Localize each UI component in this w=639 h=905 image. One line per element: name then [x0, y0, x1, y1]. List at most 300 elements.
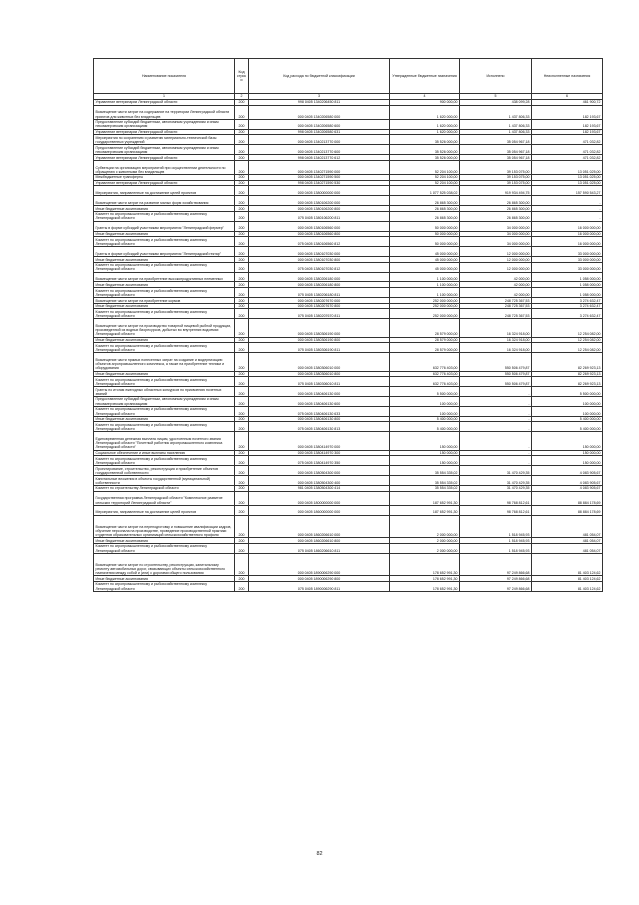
row-code: 200: [235, 272, 249, 282]
row-classification: 000 0405 1380406130 000: [249, 387, 390, 397]
table-row: [94, 543, 603, 553]
row-approved: 150 000,00: [390, 450, 460, 456]
row-name: Возмещение части затрат на развитие малых форм хозяйствования: [94, 196, 235, 206]
row-approved: 1 620 000,00: [390, 129, 460, 135]
table-row: [94, 396, 603, 406]
row-unexecuted: 12 254 082,00: [532, 337, 603, 343]
row-code: 200: [235, 282, 249, 288]
row-name: Проектирование, строительство, реконструкция и приобретение объектов государственной собственности: [94, 466, 235, 476]
row-approved: 1 100 000,00: [390, 282, 460, 288]
row-code: 200: [235, 343, 249, 353]
row-unexecuted: 16 000 000,00: [532, 237, 603, 247]
row-executed: 35 054 967,18: [460, 135, 532, 145]
row-code: 200: [235, 576, 249, 582]
header-approved: Утвержденные бюджетные назначения: [390, 59, 460, 94]
row-executed: 34 000 000,00: [460, 231, 532, 237]
row-name: Комитет по агропромышленному и рыбохозяйственному комплексу Ленинградской области: [94, 543, 235, 553]
row-name: Иные бюджетные ассигнования: [94, 257, 235, 263]
row-unexecuted: 182 193,67: [532, 105, 603, 119]
table-row: [94, 515, 603, 538]
row-executed: -: [460, 456, 532, 466]
row-approved: 35 554 335,02: [390, 466, 460, 476]
row-unexecuted: 1 058 000,00: [532, 272, 603, 282]
row-code: 200: [235, 353, 249, 371]
row-code: 200: [235, 100, 249, 106]
row-classification: 000 0405 1380000000 000: [249, 186, 390, 196]
row-classification: 000 0405 1380106560 800: [249, 231, 390, 237]
row-classification: 075 0405 1380106560 812: [249, 237, 390, 247]
table-row: [94, 288, 603, 298]
row-approved: 45 000 000,00: [390, 262, 460, 272]
row-name: Возмещение части прямых понесенных затрат на создание и модернизацию объектов агропромышленного комплекса, а также на приобретение техники и оборудования: [94, 353, 235, 371]
row-executed: 42 000,00: [460, 272, 532, 282]
row-approved: 52 204 100,00: [390, 160, 460, 174]
row-code: 200: [235, 387, 249, 397]
row-classification: 998 0405 1340206580 631: [249, 129, 390, 135]
row-code: 200: [235, 406, 249, 416]
row-executed: 26 865 300,00: [460, 211, 532, 221]
row-classification: 000 0405 1380504300 000: [249, 466, 390, 476]
table-row: [94, 309, 603, 319]
table-row: [94, 319, 603, 337]
row-name: Комитет по агропромышленному и рыбохозяйственному комплексу Ленинградской области: [94, 456, 235, 466]
row-unexecuted: 4 083 905,67: [532, 485, 603, 491]
row-approved: 50 000 000,00: [390, 231, 460, 237]
row-name: Управление ветеринарии Ленинградской области: [94, 155, 235, 161]
table-header-row: [94, 59, 603, 94]
row-executed: 31 470 429,35: [460, 466, 532, 476]
row-approved: 35 554 335,02: [390, 476, 460, 486]
row-unexecuted: 82 269 923,13: [532, 377, 603, 387]
row-name: Капитальные вложения в объекты государственной (муниципальной) собственности: [94, 476, 235, 486]
header-executed: Исполнено: [460, 59, 532, 94]
row-classification: 075 0405 1380106200 811: [249, 211, 390, 221]
row-code: 200: [235, 257, 249, 263]
row-classification: 000 0405 1380106560 000: [249, 221, 390, 231]
row-unexecuted: -: [532, 196, 603, 206]
table-row: [94, 476, 603, 486]
row-executed: 39 153 075,00: [460, 174, 532, 180]
row-executed: 26 865 300,00: [460, 206, 532, 212]
table-row: [94, 272, 603, 282]
row-executed: 12 000 000,00: [460, 257, 532, 263]
row-name: Возмещение части затрат на содержание на территории Ленинградской области приютов для животных без владельцев: [94, 105, 235, 119]
table-row: [94, 422, 603, 432]
row-code: 200: [235, 450, 249, 456]
row-classification: 075 0405 1890006290 811: [249, 581, 390, 591]
row-name: Иные бюджетные ассигнования: [94, 538, 235, 544]
row-approved: 28 579 000,00: [390, 337, 460, 343]
row-unexecuted: 100 000,00: [532, 396, 603, 406]
row-unexecuted: 88 884 178,69: [532, 491, 603, 505]
table-row: [94, 387, 603, 397]
row-classification: 000 0405 1380206180 800: [249, 282, 390, 288]
row-code: 200: [235, 160, 249, 174]
row-name: Иные бюджетные ассигнования: [94, 576, 235, 582]
row-executed: -: [460, 416, 532, 422]
row-approved: 45 000 000,00: [390, 247, 460, 257]
row-classification: 000 0405 1380306010 800: [249, 371, 390, 377]
row-approved: 252 000 000,00: [390, 303, 460, 309]
row-classification: 998 0405 1340206450 811: [249, 100, 390, 106]
row-name: Межбюджетные трансферты: [94, 174, 235, 180]
row-unexecuted: 471 032,82: [532, 155, 603, 161]
row-code: 200: [235, 581, 249, 591]
row-classification: 998 0405 1340271590 530: [249, 180, 390, 186]
row-unexecuted: 150 000,00: [532, 432, 603, 450]
row-unexecuted: 16 000 000,00: [532, 231, 603, 237]
row-name: Иные бюджетные ассигнования: [94, 231, 235, 237]
row-executed: 97 249 866,68: [460, 581, 532, 591]
row-code: 200: [235, 485, 249, 491]
row-unexecuted: 471 032,82: [532, 145, 603, 155]
header-unexecuted: Неисполненные назначения: [532, 59, 603, 94]
row-approved: 187 652 991,30: [390, 505, 460, 515]
row-approved: 5 400 000,00: [390, 422, 460, 432]
row-approved: 2 000 000,00: [390, 538, 460, 544]
table-row: [94, 247, 603, 257]
row-classification: 000 0405 1340271590 000: [249, 160, 390, 174]
row-name: Иные бюджетные ассигнования: [94, 303, 235, 309]
row-approved: 1 620 000,00: [390, 105, 460, 119]
row-classification: 000 0405 1890006290 000: [249, 553, 390, 576]
row-executed: 1 437 806,33: [460, 119, 532, 129]
row-name: Комитет по агропромышленному и рыбохозяйственному комплексу Ленинградской области: [94, 237, 235, 247]
row-unexecuted: 33 000 000,00: [532, 257, 603, 263]
table-row: [94, 186, 603, 196]
row-code: 200: [235, 466, 249, 476]
row-classification: 000 0405 1860000000 000: [249, 505, 390, 515]
row-classification: 000 0405 1380107030 000: [249, 247, 390, 257]
row-approved: 5 500 000,00: [390, 387, 460, 397]
row-executed: -: [460, 422, 532, 432]
row-code: 200: [235, 135, 249, 145]
row-executed: 26 865 300,00: [460, 196, 532, 206]
row-approved: 150 000,00: [390, 432, 460, 450]
row-code: 200: [235, 491, 249, 505]
row-classification: 981 0405 1380504300 414: [249, 485, 390, 491]
row-executed: 42 000,00: [460, 288, 532, 298]
row-code: 200: [235, 298, 249, 304]
table-row: [94, 237, 603, 247]
row-code: 200: [235, 186, 249, 196]
row-unexecuted: 4 083 905,67: [532, 476, 603, 486]
row-code: 200: [235, 515, 249, 538]
row-approved: 26 865 300,00: [390, 211, 460, 221]
row-classification: 000 0405 1380207670 000: [249, 298, 390, 304]
row-executed: -: [460, 432, 532, 450]
row-approved: 5 400 000,00: [390, 416, 460, 422]
row-executed: -: [460, 450, 532, 456]
row-executed: 550 506 479,87: [460, 377, 532, 387]
row-unexecuted: 481 054,07: [532, 538, 603, 544]
table-row: [94, 119, 603, 129]
row-approved: 1 620 000,00: [390, 119, 460, 129]
row-executed: 248 725 367,53: [460, 303, 532, 309]
row-name: Предоставление субсидий бюджетным, автономным учреждениям и иным некоммерческим организациям: [94, 396, 235, 406]
row-name: Единовременная денежная выплата лицам, удостоенным почетного звания Ленинградской области "Почетный работник агропромышленного комплекса Ленинградской области": [94, 432, 235, 450]
row-approved: 2 000 000,00: [390, 515, 460, 538]
row-classification: 000 0405 1860206610 800: [249, 538, 390, 544]
row-code: 200: [235, 456, 249, 466]
row-unexecuted: 150 000,00: [532, 450, 603, 456]
row-code: 200: [235, 319, 249, 337]
row-executed: 1 518 945,93: [460, 543, 532, 553]
row-executed: 34 000 000,00: [460, 221, 532, 231]
row-code: 200: [235, 432, 249, 450]
row-classification: 000 0405 1380406130 800: [249, 416, 390, 422]
table-row: [94, 553, 603, 576]
table-row: [94, 262, 603, 272]
row-approved: 26 865 300,00: [390, 206, 460, 212]
row-name: Социальное обеспечение и иные выплаты населению: [94, 450, 235, 456]
row-approved: 100 000,00: [390, 396, 460, 406]
row-unexecuted: 16 000 000,00: [532, 221, 603, 231]
row-executed: 16 324 918,00: [460, 319, 532, 337]
row-classification: 000 0405 1380206180 000: [249, 272, 390, 282]
table-row: [94, 105, 603, 119]
row-name: Мероприятия, направленные на достижение целей проектов: [94, 186, 235, 196]
table-row: [94, 491, 603, 505]
row-code: 200: [235, 303, 249, 309]
row-unexecuted: 3 274 632,47: [532, 309, 603, 319]
row-unexecuted: 5 400 000,00: [532, 422, 603, 432]
row-code: 200: [235, 237, 249, 247]
row-name: Мероприятия по сохранению и развитию материально-технической базы государственных учреждений: [94, 135, 235, 145]
row-unexecuted: 157 590 543,27: [532, 186, 603, 196]
row-classification: 998 0405 1340213770 612: [249, 155, 390, 161]
column-number: 2: [235, 94, 249, 100]
row-classification: 075 0405 1380406130 633: [249, 406, 390, 416]
row-classification: 000 0405 1340206580 000: [249, 105, 390, 119]
row-executed: 98 768 812,61: [460, 491, 532, 505]
table-row: [94, 160, 603, 174]
row-code: 200: [235, 211, 249, 221]
row-code: 200: [235, 196, 249, 206]
row-unexecuted: 150 000,00: [532, 456, 603, 466]
row-executed: 438 099,28: [460, 100, 532, 106]
row-unexecuted: 1 058 000,00: [532, 288, 603, 298]
table-row: [94, 145, 603, 155]
row-approved: 1 100 000,00: [390, 288, 460, 298]
row-unexecuted: 33 000 000,00: [532, 247, 603, 257]
row-executed: 42 000,00: [460, 282, 532, 288]
table-row: [94, 456, 603, 466]
row-executed: 248 725 367,53: [460, 309, 532, 319]
row-name: Управление ветеринарии Ленинградской области: [94, 100, 235, 106]
row-name: Гранты в форме субсидий участникам мероприятия "Ленинградский гектар": [94, 247, 235, 257]
row-name: Иные бюджетные ассигнования: [94, 416, 235, 422]
row-approved: 1 077 525 038,02: [390, 186, 460, 196]
row-executed: 1 518 945,93: [460, 515, 532, 538]
row-classification: 000 0405 1340213770 600: [249, 145, 390, 155]
row-code: 200: [235, 145, 249, 155]
row-approved: 100 000,00: [390, 406, 460, 416]
row-name: Управление ветеринарии Ленинградской области: [94, 129, 235, 135]
row-approved: 52 204 100,00: [390, 174, 460, 180]
row-name: Комитет по строительству Ленинградской области: [94, 485, 235, 491]
row-unexecuted: 81 403 124,62: [532, 576, 603, 582]
row-name: Комитет по агропромышленному и рыбохозяйственному комплексу Ленинградской области: [94, 422, 235, 432]
table-row: [94, 432, 603, 450]
row-unexecuted: 82 269 923,13: [532, 353, 603, 371]
row-code: 200: [235, 174, 249, 180]
table-row: [94, 221, 603, 231]
row-approved: 252 000 000,00: [390, 298, 460, 304]
table-row: [94, 353, 603, 371]
column-number: 3: [249, 94, 390, 100]
row-unexecuted: 471 032,82: [532, 135, 603, 145]
row-code: 200: [235, 221, 249, 231]
row-executed: 550 506 479,87: [460, 371, 532, 377]
row-name: Иные бюджетные ассигнования: [94, 337, 235, 343]
row-code: 200: [235, 129, 249, 135]
page-number: 82: [316, 851, 323, 857]
row-executed: 39 153 075,00: [460, 180, 532, 186]
row-classification: 075 0405 1380207670 811: [249, 309, 390, 319]
row-executed: 1 518 945,93: [460, 538, 532, 544]
row-approved: 35 526 000,00: [390, 135, 460, 145]
row-code: 200: [235, 396, 249, 406]
row-executed: 12 000 000,00: [460, 247, 532, 257]
row-classification: 000 0405 1380504300 400: [249, 476, 390, 486]
row-unexecuted: 100 000,00: [532, 406, 603, 416]
row-classification: 000 0405 1340271590 500: [249, 174, 390, 180]
row-code: 200: [235, 337, 249, 343]
row-executed: -: [460, 396, 532, 406]
row-executed: 34 000 000,00: [460, 237, 532, 247]
row-approved: 252 000 000,00: [390, 309, 460, 319]
row-unexecuted: 13 051 025,00: [532, 160, 603, 174]
row-executed: 97 249 866,68: [460, 576, 532, 582]
row-approved: 2 000 000,00: [390, 543, 460, 553]
row-executed: 1 437 806,33: [460, 129, 532, 135]
row-approved: 35 526 000,00: [390, 145, 460, 155]
row-approved: 632 776 403,00: [390, 377, 460, 387]
row-unexecuted: 3 274 632,47: [532, 303, 603, 309]
row-code: 200: [235, 505, 249, 515]
row-approved: 1 100 000,00: [390, 272, 460, 282]
row-unexecuted: 13 051 025,00: [532, 174, 603, 180]
row-name: Государственная программа Ленинградской области "Комплексное развитие сельских территорий Ленинградской области": [94, 491, 235, 505]
row-executed: 35 054 967,18: [460, 155, 532, 161]
row-classification: 000 0405 1380414970 000: [249, 432, 390, 450]
row-code: 200: [235, 377, 249, 387]
row-executed: 248 725 367,53: [460, 298, 532, 304]
row-classification: 000 0405 1340213770 000: [249, 135, 390, 145]
row-code: 200: [235, 155, 249, 161]
row-unexecuted: 5 400 000,00: [532, 416, 603, 422]
row-code: 200: [235, 422, 249, 432]
row-classification: 075 0405 1380306190 811: [249, 343, 390, 353]
row-executed: -: [460, 387, 532, 397]
row-approved: 150 000,00: [390, 456, 460, 466]
row-executed: 12 000 000,00: [460, 262, 532, 272]
row-name: Субвенции на организацию мероприятий при осуществлении деятельности по обращению с животными без владельцев: [94, 160, 235, 174]
row-name: Комитет по агропромышленному и рыбохозяйственному комплексу Ленинградской области: [94, 211, 235, 221]
row-name: Комитет по агропромышленному и рыбохозяйственному комплексу Ленинградской области: [94, 309, 235, 319]
row-unexecuted: 12 254 082,00: [532, 319, 603, 337]
row-name: Предоставление субсидий бюджетным, автономным учреждениям и иным некоммерческим организациям: [94, 119, 235, 129]
row-name: Гранты по итогам ежегодных областных конкурсов по присвоению почетных званий: [94, 387, 235, 397]
table-row: [94, 466, 603, 476]
row-unexecuted: 461 900,72: [532, 100, 603, 106]
row-code: 200: [235, 371, 249, 377]
row-name: Комитет по агропромышленному и рыбохозяйственному комплексу Ленинградской области: [94, 262, 235, 272]
row-executed: 919 934 494,75: [460, 186, 532, 196]
row-classification: 075 0405 1860206610 811: [249, 543, 390, 553]
row-classification: 075 0405 1380406130 813: [249, 422, 390, 432]
row-name: Комитет по агропромышленному и рыбохозяйственному комплексу Ленинградской области: [94, 406, 235, 416]
row-executed: 39 153 075,00: [460, 160, 532, 174]
row-approved: 45 000 000,00: [390, 257, 460, 263]
row-classification: 000 0405 1380106200 000: [249, 196, 390, 206]
row-classification: 000 0405 1890006290 800: [249, 576, 390, 582]
column-number: 4: [390, 94, 460, 100]
row-classification: 075 0405 1380306010 811: [249, 377, 390, 387]
row-name: Комитет по агропромышленному и рыбохозяйственному комплексу Ленинградской области: [94, 377, 235, 387]
row-code: 200: [235, 476, 249, 486]
row-unexecuted: 5 500 000,00: [532, 387, 603, 397]
row-classification: 075 0405 1380206180 811: [249, 288, 390, 298]
row-code: 200: [235, 416, 249, 422]
row-code: 200: [235, 538, 249, 544]
row-unexecuted: -: [532, 211, 603, 221]
table-row: [94, 581, 603, 591]
row-approved: 35 554 335,02: [390, 485, 460, 491]
header-name: Наименование показателя: [94, 59, 235, 94]
row-name: Возмещение части затрат на переподготовку и повышение квалификации кадров, обучение персонала на производстве, проведение производственной практики студентов образовательных организаций сельскохозяйственного профиля: [94, 515, 235, 538]
row-code: 200: [235, 553, 249, 576]
header-classification: Код расхода по бюджетной классификации: [249, 59, 390, 94]
row-approved: 900 000,00: [390, 100, 460, 106]
row-approved: 50 000 000,00: [390, 237, 460, 247]
row-executed: 16 324 918,00: [460, 337, 532, 343]
row-unexecuted: 4 083 905,67: [532, 466, 603, 476]
table-row: [94, 343, 603, 353]
row-name: Возмещение части затрат на приобретение высокопродуктивных племенных: [94, 272, 235, 282]
row-approved: 178 652 991,30: [390, 576, 460, 582]
row-name: Комитет по агропромышленному и рыбохозяйственному комплексу Ленинградской области: [94, 343, 235, 353]
row-code: 200: [235, 119, 249, 129]
row-name: Возмещение части затрат по строительству, реконструкции, капитальному ремонту автомобильных дорог, связывающих объекты сельскохозяйственного назначения между собой и (или) с дорогами общего пользования: [94, 553, 235, 576]
row-name: Комитет по агропромышленному и рыбохозяйственному комплексу Ленинградской области: [94, 581, 235, 591]
row-unexecuted: 1 058 000,00: [532, 282, 603, 288]
row-code: 200: [235, 105, 249, 119]
table-row: [94, 377, 603, 387]
row-executed: 97 249 866,68: [460, 553, 532, 576]
row-unexecuted: 81 403 124,62: [532, 553, 603, 576]
row-executed: 31 470 429,35: [460, 476, 532, 486]
row-code: 200: [235, 543, 249, 553]
row-classification: 000 0405 1800000000 000: [249, 491, 390, 505]
row-classification: 000 0405 1860206610 000: [249, 515, 390, 538]
row-classification: 000 0405 1380406130 600: [249, 396, 390, 406]
row-code: 200: [235, 262, 249, 272]
row-classification: 075 0405 1380414970 350: [249, 456, 390, 466]
table-row: [94, 505, 603, 515]
row-unexecuted: -: [532, 206, 603, 212]
row-name: Иные бюджетные ассигнования: [94, 282, 235, 288]
row-classification: 000 0405 1380306190 800: [249, 337, 390, 343]
row-code: 200: [235, 247, 249, 257]
header-code: Код строки: [235, 59, 249, 94]
row-approved: 50 000 000,00: [390, 221, 460, 231]
table-row: [94, 196, 603, 206]
row-approved: 28 579 000,00: [390, 343, 460, 353]
row-executed: 98 768 812,61: [460, 505, 532, 515]
row-code: 200: [235, 288, 249, 298]
